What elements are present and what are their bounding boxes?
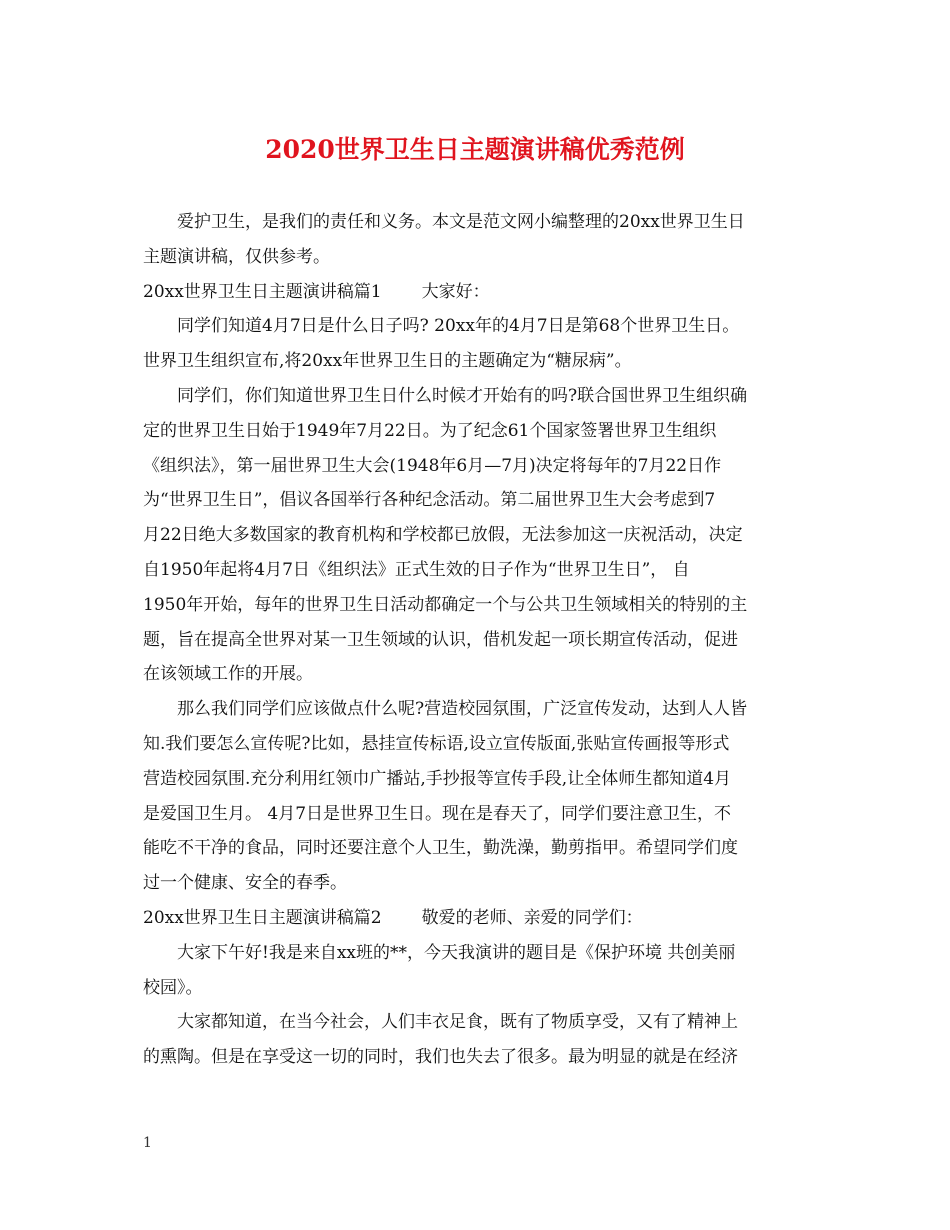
text-line: 《组织法》，第一届世界卫生大会(1948年6月—7月)决定将每年的7月22日作 [143,455,722,476]
text-line: 爱护卫生，是我们的责任和义务。本文是范文网小编整理的20xx世界卫生日 [177,212,745,232]
text-line: 世界卫生组织宣布,将20xx年世界卫生日的主题确定为“糖尿病”。 [143,351,632,372]
text-line: 能吃不干净的食品，同时还要注意个人卫生，勤洗澡，勤剪指甲。希望同学们度 [143,838,738,859]
text-line: 月22日绝大多数国家的教育机构和学校都已放假，无法参加这一庆祝活动，决定 [143,525,743,546]
text-line: 在该领域工作的开展。 [143,664,313,685]
document-body [143,205,823,1075]
text-line: 自1950年起将4月7日《组织法》正式生效的日子作为“世界卫生日”， 自 [143,559,690,580]
document-title: 2020世界卫生日主题演讲稿优秀范例 [265,135,685,164]
section-heading-2 [143,901,823,936]
text-line: 主题演讲稿，仅供参考。 [143,246,330,267]
greeting-text: 敬爱的老师、亲爱的同学们： [421,907,643,928]
text-line: 那么我们同学们应该做点什么呢?营造校园氛围，广泛宣传发动，达到人人皆 [177,699,748,720]
heading-line [143,901,823,936]
text-line: 知.我们要怎么宣传呢?比如，悬挂宣传标语,设立宣传版面,张贴宣传画报等形式 [143,733,730,754]
text-line: 1950年开始，每年的世界卫生日活动都确定一个与公共卫生领域相关的特别的主 [143,594,748,615]
text-line: 题，旨在提高全世界对某一卫生领域的认识，借机发起一项长期宣传活动，促进 [143,629,738,650]
text-line: 校园》。 [143,977,203,998]
paragraph [143,936,823,1006]
text-line: 过一个健康、安全的春季。 [143,873,347,894]
paragraph-intro [143,205,823,275]
text-line: 同学们知道4月7日是什么日子吗? 20xx年的4月7日是第68个世界卫生日。 [177,316,740,337]
text-line: 大家都知道，在当今社会，人们丰衣足食，既有了物质享受，又有了精神上 [177,1012,738,1033]
paragraph [143,309,823,379]
section-heading-text: 20xx世界卫生日主题演讲稿篇2 [143,907,382,928]
text-line: 定的世界卫生日始于1949年7月22日。为了纪念61个国家签署世界卫生组织 [143,420,717,441]
text-line: 为“世界卫生日”，倡议各国举行各种纪念活动。第二届世界卫生大会考虑到7 [143,490,716,511]
text-line: 同学们，你们知道世界卫生日什么时候才开始有的吗?联合国世界卫生组织确 [177,385,748,406]
greeting-text: 大家好： [421,281,490,302]
paragraph [143,379,823,692]
paragraph [143,692,823,901]
text-line: 的熏陶。但是在享受这一切的同时，我们也失去了很多。最为明显的就是在经济 [143,1047,738,1068]
text-line: 大家下午好!我是来自xx班的**，今天我演讲的题目是《保护环境 共创美丽 [177,942,736,963]
page-number: 1 [143,1135,152,1151]
section-heading-text: 20xx世界卫生日主题演讲稿篇1 [143,281,382,302]
section-heading-1 [143,275,823,310]
heading-line [143,275,823,310]
paragraph [143,1005,823,1075]
text-line: 营造校园氛围.充分利用红领巾广播站,手抄报等宣传手段,让全体师生都知道4月 [143,768,732,789]
text-line: 是爱国卫生月。 4月7日是世界卫生日。现在是春天了，同学们要注意卫生，不 [143,803,732,824]
